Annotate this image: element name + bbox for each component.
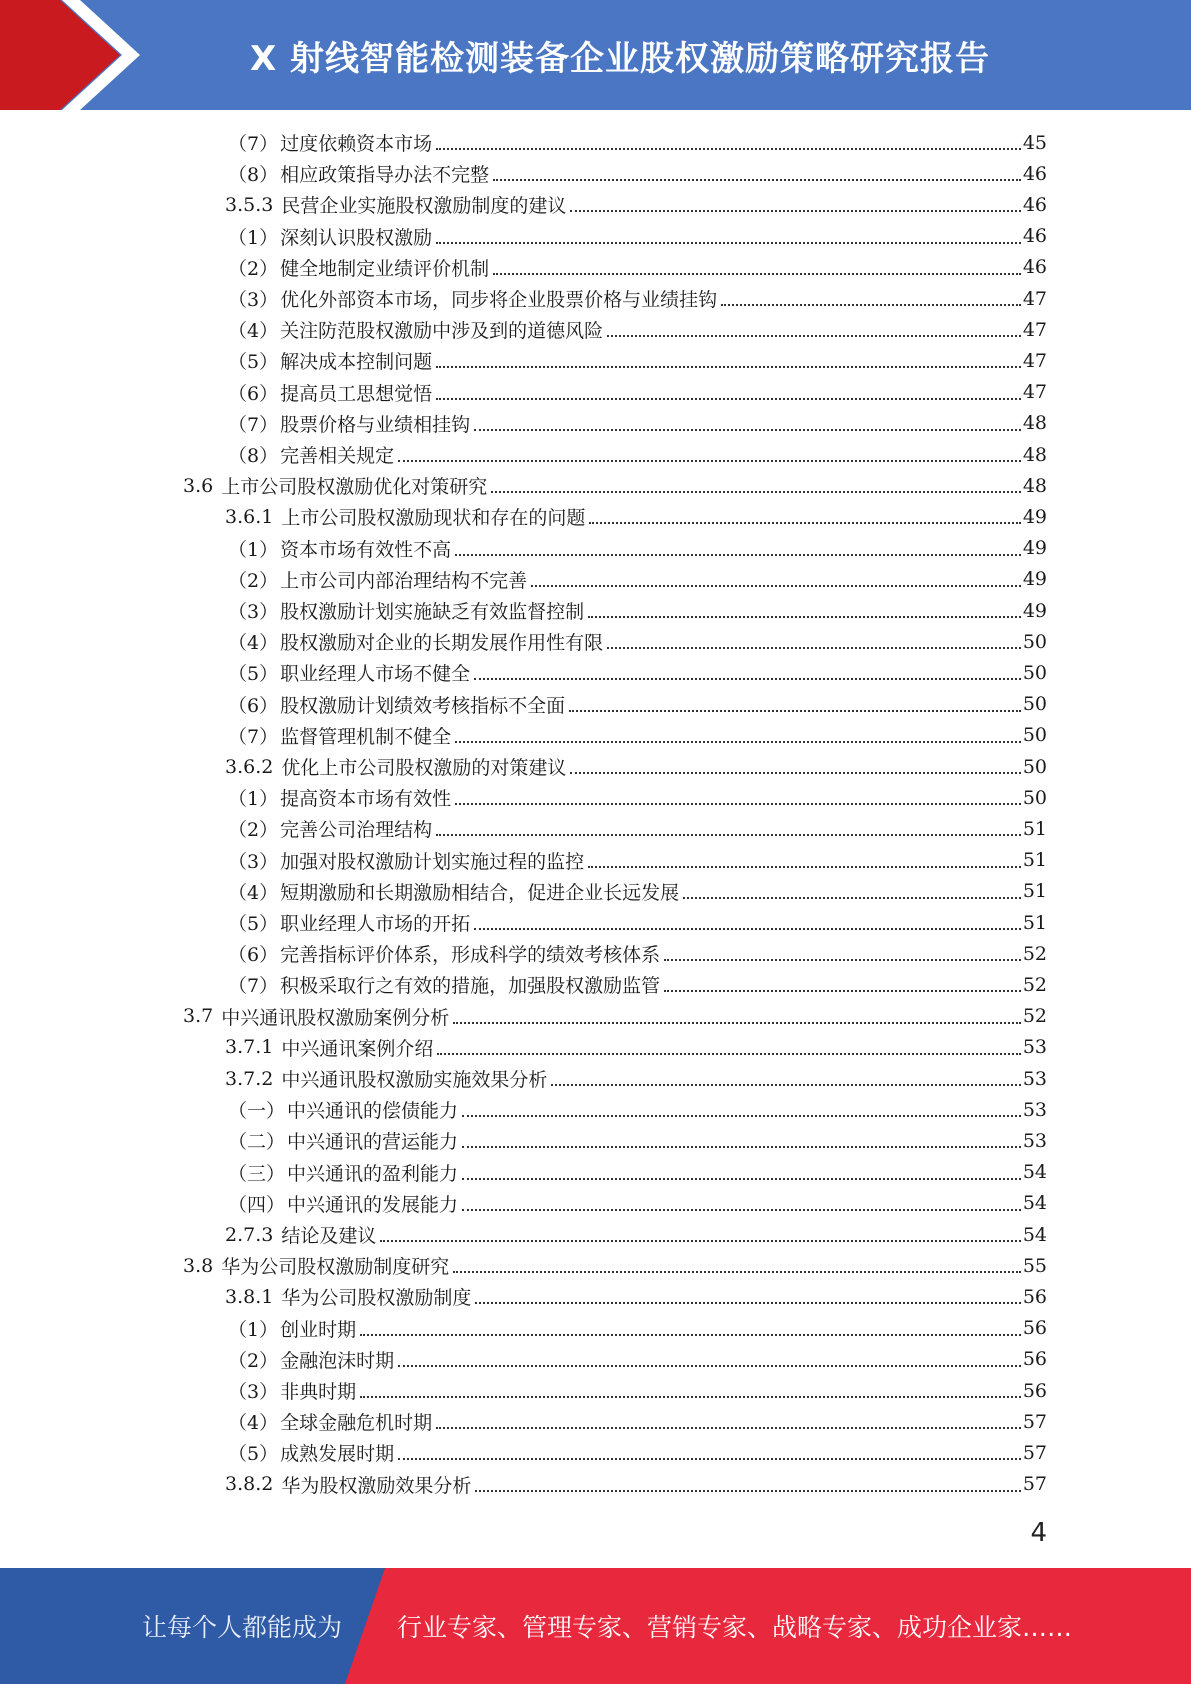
toc-entry-page: 48 — [1022, 443, 1047, 466]
toc-entry[interactable] — [225, 1063, 1047, 1094]
toc-entry-label: 提高员工思想觉悟 — [280, 382, 433, 405]
toc-dot-leader — [453, 1270, 1021, 1273]
toc-entry-label: 中兴通讯案例介绍 — [281, 1037, 434, 1060]
toc-entry-page: 45 — [1022, 131, 1047, 154]
toc-entry-number: （2） — [228, 1349, 279, 1372]
toc-entry-page: 47 — [1022, 287, 1047, 310]
toc-entry-page: 53 — [1022, 1067, 1047, 1090]
toc-entry-label: 优化上市公司股权激励的对策建议 — [281, 757, 567, 779]
toc-entry-number: （三） — [228, 1162, 286, 1185]
toc-entry-page: 50 — [1022, 724, 1047, 747]
toc-entry-page: 48 — [1022, 412, 1047, 435]
toc-entry[interactable] — [228, 377, 1047, 408]
toc-entry-page: 49 — [1022, 599, 1047, 622]
toc-entry-label: 完善相关规定 — [280, 445, 395, 467]
toc-entry-label: 中兴通讯的发展能力 — [287, 1193, 459, 1216]
toc-dot-leader — [462, 1177, 1021, 1180]
toc-entry[interactable] — [228, 845, 1047, 876]
toc-dot-leader — [398, 459, 1021, 462]
toc-entry[interactable] — [228, 876, 1047, 907]
toc-dot-leader — [462, 1145, 1021, 1148]
toc-entry-label: 中兴通讯股权激励实施效果分析 — [281, 1069, 548, 1091]
toc-entry[interactable] — [228, 1375, 1047, 1406]
toc-entry-number: （3） — [228, 601, 279, 623]
toc-entry-number: （8） — [228, 164, 279, 187]
toc-entry-label: 结论及建议 — [281, 1225, 377, 1247]
toc-entry[interactable] — [228, 1437, 1047, 1468]
toc-entry-number: 3.6 — [183, 474, 214, 497]
toc-entry-number: （1） — [228, 1318, 279, 1341]
toc-entry[interactable] — [183, 470, 1047, 501]
toc-dot-leader — [570, 209, 1020, 212]
toc-entry[interactable] — [225, 751, 1047, 782]
toc-entry-page: 56 — [1022, 1317, 1047, 1340]
toc-entry-number: （5） — [228, 913, 279, 935]
toc-entry-number: 2.7.3 — [225, 1223, 274, 1246]
toc-entry-number: （5） — [228, 663, 279, 686]
toc-entry[interactable] — [228, 1125, 1047, 1156]
header-arrow-accent — [0, 0, 150, 110]
toc-entry-page: 47 — [1022, 349, 1047, 372]
toc-entry-label: 华为公司股权激励制度 — [281, 1287, 472, 1310]
toc-entry-page: 47 — [1022, 318, 1047, 341]
toc-entry-page: 50 — [1022, 661, 1047, 684]
toc-entry-page: 52 — [1022, 1005, 1047, 1028]
toc-dot-leader — [607, 646, 1021, 649]
toc-dot-leader — [436, 833, 1021, 836]
toc-entry-page: 57 — [1022, 1473, 1047, 1496]
toc-dot-leader — [437, 1052, 1020, 1055]
toc-entry-page: 52 — [1022, 942, 1047, 965]
toc-entry-number: （7） — [228, 975, 279, 998]
toc-dot-leader — [475, 1489, 1020, 1492]
toc-entry-page: 46 — [1022, 193, 1047, 216]
toc-dot-leader — [683, 896, 1021, 899]
toc-entry[interactable] — [228, 439, 1047, 470]
toc-entry-page: 49 — [1022, 568, 1047, 591]
toc-entry-page: 48 — [1022, 474, 1047, 497]
toc-entry-label: 金融泡沫时期 — [280, 1349, 395, 1372]
toc-dot-leader — [589, 521, 1020, 524]
page-header — [0, 0, 1191, 110]
toc-entry[interactable] — [225, 189, 1047, 220]
toc-entry-label: 资本市场有效性不高 — [280, 538, 452, 561]
toc-entry-page: 49 — [1022, 537, 1047, 560]
toc-dot-leader — [569, 709, 1021, 712]
toc-entry-label: 全球金融危机时期 — [280, 1412, 433, 1435]
toc-entry-number: （4） — [228, 632, 279, 655]
toc-entry-label: 关注防范股权激励中涉及到的道德风险 — [280, 320, 604, 343]
toc-entry[interactable] — [228, 813, 1047, 844]
toc-entry-page: 51 — [1022, 880, 1047, 903]
toc-entry-page: 54 — [1022, 1161, 1047, 1184]
toc-entry-page: 46 — [1022, 256, 1047, 279]
toc-entry[interactable] — [228, 408, 1047, 439]
toc-dot-leader — [462, 1114, 1021, 1117]
toc-entry-page: 46 — [1022, 162, 1047, 185]
toc-entry-label: 加强对股权激励计划实施过程的监控 — [280, 850, 585, 873]
toc-entry-number: （四） — [228, 1193, 286, 1216]
toc-entry-number: 3.7.2 — [225, 1067, 274, 1090]
toc-entry-label: 相应政策指导办法不完整 — [280, 164, 490, 187]
toc-entry-number: 3.8.1 — [225, 1285, 274, 1308]
toc-entry-page: 50 — [1022, 755, 1047, 778]
toc-dot-leader — [607, 334, 1021, 337]
toc-entry[interactable] — [228, 907, 1047, 938]
toc-entry-number: （6） — [228, 944, 279, 967]
toc-entry-label: 非典时期 — [280, 1381, 357, 1403]
toc-entry[interactable] — [228, 938, 1047, 969]
toc-entry-number: （4） — [228, 1412, 279, 1435]
toc-entry-page: 50 — [1022, 693, 1047, 716]
toc-dot-leader — [455, 740, 1021, 743]
toc-entry-page: 56 — [1022, 1379, 1047, 1402]
toc-entry[interactable] — [228, 1157, 1047, 1188]
toc-entry[interactable] — [228, 314, 1047, 345]
toc-entry-page: 53 — [1022, 1036, 1047, 1059]
page-footer — [0, 1568, 1191, 1684]
toc-entry-number: 3.5.3 — [225, 193, 274, 216]
toc-entry-number: （4） — [228, 881, 279, 904]
toc-entry-number: 3.8.2 — [225, 1473, 274, 1496]
toc-entry-page: 52 — [1022, 973, 1047, 996]
toc-entry-label: 华为公司股权激励制度研究 — [221, 1256, 450, 1279]
toc-entry-label: 股票价格与业绩相挂钩 — [280, 413, 471, 436]
toc-entry-number: （2） — [228, 569, 279, 592]
toc-entry[interactable] — [228, 1406, 1047, 1437]
toc-entry-number: 3.6.2 — [225, 755, 274, 778]
toc-entry-label: 民营企业实施股权激励制度的建议 — [281, 195, 567, 218]
toc-entry-number: （7） — [228, 413, 279, 436]
toc-entry-label: 中兴通讯的营运能力 — [287, 1131, 459, 1154]
toc-entry[interactable] — [225, 1469, 1047, 1500]
toc-dot-leader — [360, 1395, 1021, 1398]
toc-dot-leader — [380, 1239, 1020, 1242]
toc-entry[interactable] — [228, 283, 1047, 314]
toc-dot-leader — [493, 272, 1021, 275]
toc-entry[interactable] — [228, 657, 1047, 688]
toc-entry-number: （3） — [228, 289, 279, 311]
toc-entry-page: 51 — [1022, 911, 1047, 934]
toc-entry[interactable] — [228, 221, 1047, 252]
toc-entry-label: 完善公司治理结构 — [280, 819, 433, 842]
footer-slogan-right: 行业专家、管理专家、营销专家、战略专家、成功企业家…… — [397, 1613, 1073, 1642]
toc-dot-leader — [493, 178, 1021, 181]
toc-entry[interactable] — [228, 1094, 1047, 1125]
toc-entry-label: 解决成本控制问题 — [280, 351, 433, 374]
toc-entry[interactable] — [228, 782, 1047, 813]
toc-entry-number: 3.6.1 — [225, 505, 274, 528]
toc-dot-leader — [588, 865, 1021, 868]
toc-entry-page: 53 — [1022, 1098, 1047, 1121]
toc-entry-number: （一） — [228, 1100, 286, 1123]
toc-dot-leader — [664, 989, 1021, 992]
toc-entry-label: 中兴通讯的盈利能力 — [287, 1162, 459, 1185]
toc-entry[interactable] — [228, 158, 1047, 189]
toc-entry[interactable] — [228, 689, 1047, 720]
toc-dot-leader — [436, 147, 1021, 150]
toc-entry[interactable] — [228, 252, 1047, 283]
toc-entry-label: 职业经理人市场不健全 — [280, 663, 471, 686]
toc-entry-page: 50 — [1022, 630, 1047, 653]
toc-entry-label: 健全地制定业绩评价机制 — [280, 257, 490, 280]
report-title: X 射线智能检测装备企业股权激励策略研究报告 — [249, 38, 991, 79]
toc-entry-page: 54 — [1022, 1192, 1047, 1215]
toc-dot-leader — [453, 1021, 1021, 1024]
toc-entry[interactable] — [228, 127, 1047, 158]
toc-entry-number: （6） — [228, 694, 279, 717]
toc-dot-leader — [455, 802, 1021, 805]
toc-entry[interactable] — [228, 564, 1047, 595]
toc-entry-number: （5） — [228, 351, 279, 374]
toc-dot-leader — [436, 397, 1021, 400]
toc-entry-page: 46 — [1022, 225, 1047, 248]
toc-dot-leader — [360, 1333, 1021, 1336]
toc-entry-label: 上市公司股权激励优化对策研究 — [221, 476, 488, 499]
toc-entry-page: 57 — [1022, 1410, 1047, 1433]
toc-entry-number: 3.7 — [183, 1005, 214, 1028]
toc-entry[interactable] — [228, 626, 1047, 657]
toc-entry-number: （2） — [228, 819, 279, 842]
toc-entry[interactable] — [228, 345, 1047, 376]
toc-entry-number: （3） — [228, 850, 279, 873]
toc-entry-label: 上市公司股权激励现状和存在的问题 — [281, 507, 586, 530]
toc-entry-page: 53 — [1022, 1129, 1047, 1152]
toc-entry[interactable] — [228, 595, 1047, 626]
toc-entry-label: 过度依赖资本市场 — [280, 133, 433, 155]
toc-entry[interactable] — [225, 1219, 1047, 1250]
toc-entry-label: 监督管理机制不健全 — [280, 725, 452, 748]
toc-dot-leader — [475, 1301, 1020, 1304]
toc-entry-page: 56 — [1022, 1285, 1047, 1308]
toc-entry-label: 积极采取行之有效的措施，加强股权激励监管 — [280, 975, 661, 998]
toc-entry-number: （1） — [228, 226, 279, 249]
toc-entry-number: （3） — [228, 1381, 279, 1403]
toc-dot-leader — [570, 771, 1020, 774]
toc-dot-leader — [474, 677, 1021, 680]
toc-entry-number: （7） — [228, 725, 279, 748]
toc-entry-page: 50 — [1022, 786, 1047, 809]
toc-dot-leader — [474, 927, 1021, 930]
toc-entry-number: （二） — [228, 1131, 286, 1154]
toc-entry-label: 短期激励和长期激励相结合，促进企业长远发展 — [280, 881, 680, 904]
toc-dot-leader — [474, 428, 1021, 431]
toc-dot-leader — [455, 553, 1021, 556]
toc-dot-leader — [436, 365, 1021, 368]
toc-dot-leader — [398, 1364, 1021, 1367]
toc-entry-label: 股权激励对企业的长期发展作用性有限 — [280, 632, 604, 655]
toc-entry-label: 职业经理人市场的开拓 — [280, 913, 471, 935]
toc-entry-number: （1） — [228, 788, 279, 811]
toc-entry-number: （1） — [228, 538, 279, 561]
toc-entry-number: （2） — [228, 257, 279, 280]
toc-entry-label: 中兴通讯的偿债能力 — [287, 1100, 459, 1123]
toc-dot-leader — [721, 303, 1021, 306]
toc-entry[interactable] — [225, 501, 1047, 532]
toc-dot-leader — [436, 241, 1021, 244]
toc-entry-label: 完善指标评价体系，形成科学的绩效考核体系 — [280, 944, 661, 967]
toc-entry-label: 优化外部资本市场，同步将企业股票价格与业绩挂钩 — [280, 289, 718, 311]
toc-entry-page: 54 — [1022, 1223, 1047, 1246]
toc-entry[interactable] — [225, 1281, 1047, 1312]
toc-entry-page: 57 — [1022, 1441, 1047, 1464]
toc-dot-leader — [491, 490, 1021, 493]
toc-entry-number: 3.7.1 — [225, 1036, 274, 1059]
toc-entry-number: 3.8 — [183, 1254, 214, 1277]
toc-dot-leader — [551, 1083, 1020, 1086]
toc-entry[interactable] — [228, 720, 1047, 751]
toc-entry[interactable] — [228, 1188, 1047, 1219]
toc-entry[interactable] — [228, 1344, 1047, 1375]
toc-entry-number: （8） — [228, 445, 279, 467]
page-number: 4 — [1030, 1518, 1047, 1548]
toc-entry[interactable] — [225, 1032, 1047, 1063]
toc-entry-label: 提高资本市场有效性 — [280, 788, 452, 811]
toc-entry-label: 中兴通讯股权激励案例分析 — [221, 1006, 450, 1029]
toc-entry-label: 股权激励计划绩效考核指标不全面 — [280, 694, 566, 717]
toc-entry-number: （4） — [228, 320, 279, 343]
toc-entry[interactable] — [183, 1250, 1047, 1281]
footer-slogan-left: 让每个人都能成为 — [142, 1613, 343, 1642]
toc-entry-label: 深刻认识股权激励 — [280, 226, 433, 249]
toc-entry-page: 51 — [1022, 849, 1047, 872]
toc-dot-leader — [588, 615, 1021, 618]
toc-entry-number: （7） — [228, 133, 279, 155]
toc-entry-number: （5） — [228, 1443, 279, 1466]
toc-entry[interactable] — [228, 969, 1047, 1000]
toc-entry[interactable] — [228, 533, 1047, 564]
toc-dot-leader — [531, 584, 1021, 587]
toc-entry-label: 股权激励计划实施缺乏有效监督控制 — [280, 601, 585, 623]
toc-entry-page: 51 — [1022, 817, 1047, 840]
toc-entry-label: 华为股权激励效果分析 — [281, 1474, 472, 1497]
toc-entry[interactable] — [183, 1001, 1047, 1032]
toc-entry-label: 成熟发展时期 — [280, 1443, 395, 1466]
toc-entry-page: 49 — [1022, 505, 1047, 528]
toc-entry[interactable] — [228, 1313, 1047, 1344]
toc-entry-label: 创业时期 — [280, 1318, 357, 1341]
toc-dot-leader — [462, 1208, 1021, 1211]
toc-dot-leader — [436, 1426, 1021, 1429]
toc-dot-leader — [398, 1457, 1021, 1460]
toc-entry-page: 47 — [1022, 381, 1047, 404]
toc-dot-leader — [664, 958, 1021, 961]
toc-entry-page: 56 — [1022, 1348, 1047, 1371]
toc-entry-label: 上市公司内部治理结构不完善 — [280, 569, 528, 592]
toc-entry-page: 55 — [1022, 1254, 1047, 1277]
toc-entry-number: （6） — [228, 382, 279, 405]
